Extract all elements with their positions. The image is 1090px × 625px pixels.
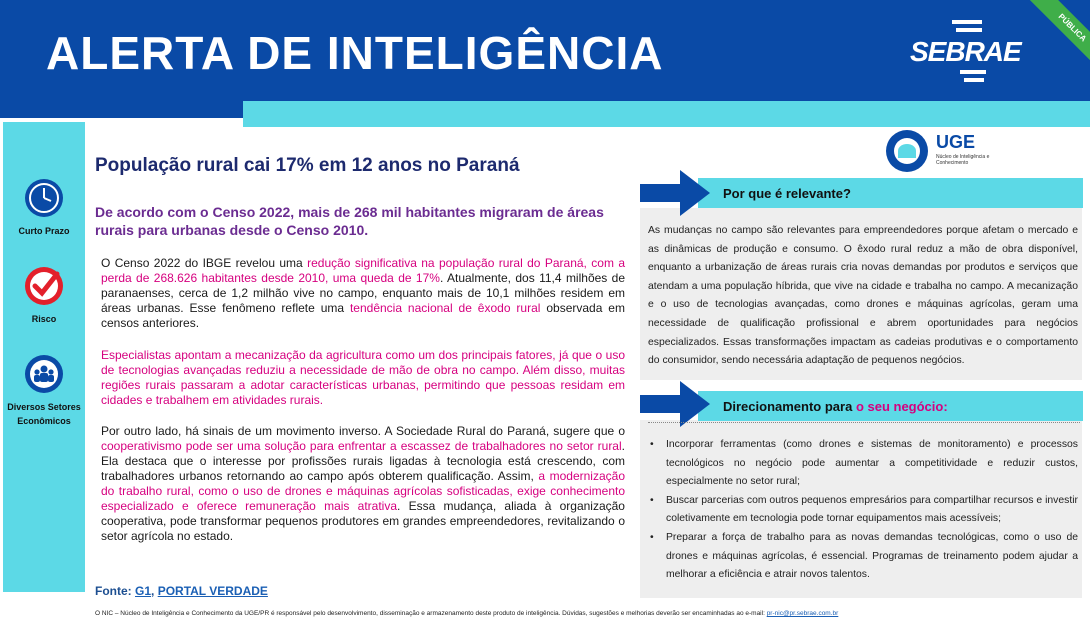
text-run: . Essa mudança, aliada à organização cooperativa, pode transformar pequenos produtores em grandes empreendedores, revitalizando o setor agrícola no estado. <box>101 499 625 543</box>
logo-bar <box>952 20 982 24</box>
header-accent-bar <box>243 101 1090 127</box>
article-paragraph-2: Especialistas apontam a mecanização da agricultura como um dos principais fatores, já que o uso de tecnologias avançadas reduziu a necessidade de mão de obra no campo. Além disso, muitas regiões rurais passaram a adotar características urbanas, permitindo que pessoas residam em cidades e trabalhem em atividades rurais. <box>101 348 625 407</box>
sidebar-item-label: Risco <box>31 314 57 324</box>
arrow-right-icon <box>640 381 710 427</box>
sidebar-item-sectors <box>3 354 85 428</box>
list-item: • Buscar parcerias com outros pequenos empresários para compartilhar recursos e investir coletivamente em tecnologia pode tornar equipamentos mais acessíveis; <box>648 492 1078 529</box>
highlight-text: a modernização do trabalho rural, como o uso de drones e máquinas agrícolas sofisticadas, exige conhecimento especializado e oferece remuneração mais atrativa <box>101 469 625 513</box>
relevance-title: Por que é relevante? <box>723 186 851 201</box>
checkmark-icon <box>24 266 64 306</box>
footer-note <box>95 610 1090 617</box>
text-run: . Atualmente, dos 11,4 milhões de paranaenses, cerca de 1,2 milhão vive no campo, enquanto mais de 10,1 milhões residem em áreas urbanas. Esse fenômeno reflete uma <box>101 271 626 315</box>
list-item: • Incorporar ferramentas (como drones e sistemas de monitoramento) e processos tecnológicos no negócio pode aumentar a competitividade e reduzir custos, especialmente no setor rural; <box>648 436 1078 492</box>
footer-email-link[interactable]: pr-nic@pr.sebrae.com.br <box>766 610 839 617</box>
relevance-text: As mudanças no campo são relevantes para empreendedores porque afetam o mercado e as dinâmicas de produção e consumo. O êxodo rural reduz a mão de obra disponível, enquanto a urbanização de áreas rurais cria novas demandas por produtos e serviços que atendam a uma população híbrida, que vive na cidade e trabalha no campo. A mecanização e o uso de tecnologias avançadas, como drones e máquinas agrícolas, geram uma necessidade de qualificação profissional e abrem oportunidades para negócios especializados. Essas transformações impactam as cadeias produtivas e o comportamento do consumidor, sendo necessária adaptação de pequenos negócios. <box>648 225 1078 367</box>
text-run: O Censo 2022 do IBGE revelou uma <box>101 256 308 270</box>
article-paragraph-1 <box>101 256 625 331</box>
source-separator: , <box>151 584 158 598</box>
direction-title-highlight: o seu negócio: <box>855 399 948 414</box>
logo-bar <box>960 70 986 74</box>
source-label: Fonte: <box>95 584 135 598</box>
sebrae-logo-text: SEBRAE <box>910 36 1021 67</box>
source-link-g1[interactable]: G1 <box>135 584 152 598</box>
direction-title <box>723 399 948 414</box>
logo-bar <box>964 78 984 82</box>
article-paragraph-3 <box>101 424 625 544</box>
text-run: Por outro lado, há sinais de um movimento inverso. A Sociedade Rural do Paraná, sugere que o <box>101 424 625 438</box>
sidebar-item-risk <box>3 266 85 326</box>
people-icon <box>24 354 64 394</box>
sidebar-item-term <box>3 178 85 238</box>
sebrae-logo <box>910 18 1030 78</box>
divider <box>648 422 1080 423</box>
sidebar-item-label: Curto Prazo <box>18 226 70 236</box>
highlight-text: tendência nacional de êxodo rural <box>349 301 541 315</box>
uge-emblem-icon <box>886 130 928 172</box>
highlight-text: cooperativismo pode ser uma solução para enfrentar a escassez de trabalhadores no setor rural <box>101 439 622 453</box>
arrow-right-icon <box>640 170 710 216</box>
text-run: observada em censos anteriores. <box>101 301 625 330</box>
direction-title-text: Direcionamento para <box>723 399 856 414</box>
source-link-portal-verdade[interactable]: PORTAL VERDADE <box>157 584 268 598</box>
uge-subtitle: Núcleo de Inteligência e Conhecimento <box>936 154 990 166</box>
article-lead: De acordo com o Censo 2022, mais de 268 mil habitantes migraram de áreas rurais para urbanas desde o Censo 2010. <box>95 204 604 238</box>
uge-logo <box>886 128 996 174</box>
header-title: ALERTA DE INTELIGÊNCIA <box>46 27 664 79</box>
highlight-text: redução significativa na população rural do Paraná, com a perda de 268.626 habitantes desde 2010, uma queda de 17% <box>101 256 625 285</box>
clock-icon <box>24 178 64 218</box>
article-title: População rural cai 17% em 12 anos no Paraná <box>95 155 520 176</box>
source-line <box>95 584 268 598</box>
uge-emblem-core <box>898 144 916 158</box>
footer-text: O NIC – Núcleo de Inteligência e Conhecimento da UGE/PR é responsável pelo desenvolvimento, disseminação e armazenamento deste produto de inteligência. Dúvidas, sugestões e melhorias deverão ser encaminhadas ao e-mail: <box>95 610 767 617</box>
uge-name: UGE <box>936 132 976 152</box>
sidebar <box>3 122 85 592</box>
logo-bar <box>956 28 982 32</box>
sidebar-item-label: Diversos Setores Econômicos <box>7 402 81 426</box>
public-ribbon: PÚBLICA <box>1015 0 1090 85</box>
direction-list <box>648 436 1078 585</box>
list-item: • Preparar a força de trabalho para as novas demandas tecnológicas, como o uso de drones e máquinas agrícolas, é essencial. Programas de treinamento podem ajudar a melhorar a eficiência e atrair novos talentos. <box>648 529 1078 585</box>
text-run: . Ela destaca que o interesse por profissões rurais ligadas à tecnologia está crescendo, com trabalhadores urbanos retornando ao campo após obterem qualificação. Assim, <box>101 439 625 483</box>
